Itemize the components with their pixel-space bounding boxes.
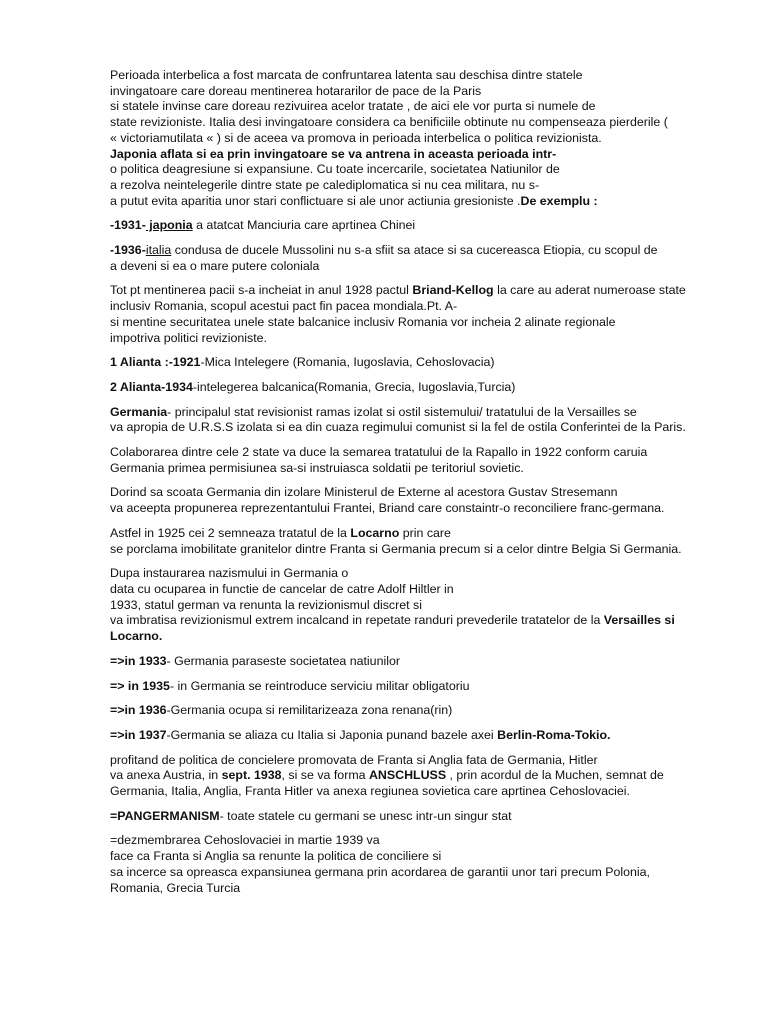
paragraph [110,405,750,436]
text-run: Germania, Italia, Anglia, Franta Hitler va anexa regiunea sovietica care aprtinea Cehoslovaciei. [110,784,630,799]
bold-text-run: =>in 1933 [110,653,167,668]
text-line [110,679,750,695]
paragraph [110,68,750,209]
text-line [110,315,750,331]
text-run: -Mica Intelegere (Romania, Iugoslavia, Cehoslovacia) [200,355,495,370]
text-line [110,881,750,897]
paragraph [110,703,750,719]
paragraph [110,283,750,346]
text-line [110,865,750,881]
paragraph [110,526,750,557]
text-run: a putut evita aparitia unor stari conflictuare si ale unor actiunia gresioniste . [110,193,521,208]
paragraph [110,566,750,645]
text-line [110,809,750,825]
text-line [110,703,750,719]
text-line [110,131,750,147]
text-line [110,218,750,234]
paragraph [110,243,750,274]
text-line [110,768,750,784]
text-line [110,501,750,517]
text-line [110,629,750,645]
text-run: face ca Franta si Anglia sa renunte la politica de conciliere si [110,849,442,864]
text-line [110,784,750,800]
text-line [110,445,750,461]
text-run: Germania primea permisiunea sa-si instruiasca soldatii pe teritoriul sovietic. [110,460,524,475]
bold-text-run: -1931- [110,218,146,233]
bold-text-run: Briand-Kellog [412,283,494,298]
text-run: data cu ocuparea in functie de cancelar de catre Adolf Hiltler in [110,581,454,596]
text-run: invingatoare care doreau mentinerea hotararilor de pace de la Paris [110,83,482,98]
text-line [110,542,750,558]
text-line [110,753,750,769]
text-run: impotriva politici revizioniste. [110,330,268,345]
paragraph [110,728,750,744]
text-line [110,526,750,542]
text-line [110,115,750,131]
text-line [110,299,750,315]
text-run: se porclama imobilitate granitelor dintre Franta si Germania precum si a celor dintre Belgia Si Germania. [110,541,682,556]
text-run: -Germania ocupa si remilitarizeaza zona renana(rin) [166,703,453,718]
text-line [110,243,750,259]
text-line [110,654,750,670]
text-line [110,178,750,194]
paragraph [110,753,750,800]
text-line [110,849,750,865]
text-run: si mentine securitatea unele state balcanice inclusiv Romania vor incheia 2 alinate regionale [110,314,616,329]
text-line [110,259,750,275]
text-run: o politica deagresiune si expansiune. Cu toate incercarile, societatea Natiunilor de [110,162,560,177]
text-line [110,461,750,477]
text-run: va apropia de U.R.S.S izolata si ea din cuaza regimului comunist si la fel de ostila Conferintei de la Paris. [110,420,686,435]
text-line [110,613,750,629]
text-run: si statele invinse care doreau rezivuirea acelor tratate , de aici ele vor purta si numele de [110,99,596,114]
text-line [110,84,750,100]
text-run: =dezmembrarea Cehoslovaciei in martie 1939 va [110,833,380,848]
text-line [110,355,750,371]
text-run: Romania, Grecia Turcia [110,880,241,895]
text-run: italia [145,243,172,258]
text-run: inclusiv Romania, scopul acestui pact fin pacea mondiala.Pt. A- [110,299,458,314]
text-line [110,162,750,178]
paragraph [110,380,750,396]
text-run: - principalul stat revisionist ramas izolat si ostil sistemului/ tratatului de la Versailles se [167,404,637,419]
bold-text-run: Versailles si [603,613,675,628]
text-run: 1933, statul german va renunta la revizionismul discret si [110,597,422,612]
bold-text-run: sept. 1938 [221,768,282,783]
paragraph [110,654,750,670]
paragraph [110,355,750,371]
text-line [110,833,750,849]
text-run: Perioada interbelica a fost marcata de confruntarea latenta sau deschisa dintre statele [110,68,583,82]
text-line [110,405,750,421]
paragraph [110,809,750,825]
text-run: Tot pt mentinerea pacii s-a incheiat in anul 1928 pactul [110,283,413,298]
bold-text-run: De exemplu : [520,193,598,208]
text-line [110,331,750,347]
text-run: -intelegerea balcanica(Romania, Grecia, Iugoslavia,Turcia) [192,379,516,394]
text-run: Dupa instaurarea nazismului in Germania o [110,566,349,581]
text-run: prin care [399,525,451,540]
text-run: a rezolva neintelegerile dintre state pe calediplomatica si nu cea militara, nu s- [110,177,540,192]
paragraph [110,833,750,896]
paragraph [110,485,750,516]
text-line [110,566,750,582]
bold-text-run: =>in 1937 [110,727,167,742]
document-body [110,68,750,905]
text-run: -Germania se aliaza cu Italia si Japonia punand bazele axei [166,727,498,742]
bold-text-run: ANSCHLUSS [368,768,447,783]
text-line [110,485,750,501]
text-run: - Germania paraseste societatea natiunilor [166,653,400,668]
text-run: va aceepta propunerea reprezentantului Frantei, Briand care constaintr-o reconciliere franc-germana. [110,501,665,516]
text-line [110,598,750,614]
paragraph [110,445,750,476]
text-run: a deveni si ea o mare putere coloniala [110,258,320,273]
bold-text-run: Japonia aflata si ea prin invingatoare se va antrena in aceasta perioada intr- [110,146,557,161]
text-run: condusa de ducele Mussolini nu s-a sfiit sa atace si sa cucereasca Etiopia, cu scopul de [171,243,658,258]
bold-text-run: => in 1935 [110,678,170,693]
bold-text-run: -1936- [110,243,146,258]
text-line [110,68,750,84]
text-run: va imbratisa revizionismul extrem incalcand in repetate randuri prevederile tratatelor de la [110,613,604,628]
bold-text-run: 2 Alianta-1934 [110,379,193,394]
text-line [110,420,750,436]
text-run: , prin acordul de la Muchen, semnat de [446,768,664,783]
text-line [110,380,750,396]
bold-text-run: 1 Alianta :-1921 [110,355,201,370]
text-line [110,194,750,210]
bold-text-run: Berlin-Roma-Tokio. [497,727,611,742]
bold-text-run: Germania [110,404,168,419]
text-run: a atatcat Manciuria care aprtinea Chinei [192,218,416,233]
text-run: profitand de politica de concielere promovata de Franta si Anglia fata de Germania, Hitler [110,752,598,767]
bold-text-run: =>in 1936 [110,703,167,718]
text-run: Astfel in 1925 cei 2 semneaza tratatul de la [110,525,351,540]
text-run: - toate statele cu germani se unesc intr-un singur stat [219,808,512,823]
text-run: - in Germania se reintroduce serviciu militar obligatoriu [169,678,470,693]
bold-text-run: Locarno. [110,629,163,644]
text-run: Dorind sa scoata Germania din izolare Ministerul de Externe al acestora Gustav Stresemann [110,485,618,500]
paragraph [110,679,750,695]
text-run: la care au aderat numeroase state [493,283,686,298]
text-line [110,283,750,299]
paragraph [110,218,750,234]
bold-text-run: japonia [145,218,193,233]
text-run: state revizioniste. Italia desi invingatoare considera ca benificiile obtinute nu compenseaza pierderile ( [110,115,668,130]
text-line [110,147,750,163]
text-run: , si se va forma [281,768,369,783]
text-run: « victoriamutilata « ) si de aceea va promova in perioada interbelica o politica revizionista. [110,130,602,145]
bold-text-run: =PANGERMANISM [110,808,220,823]
text-line [110,582,750,598]
text-run: Colaborarea dintre cele 2 state va duce la semarea tratatului de la Rapallo in 1922 conform caruia [110,445,648,460]
text-line [110,99,750,115]
text-line [110,728,750,744]
text-run: sa incerce sa opreasca expansiunea germana prin acordarea de garantii unor tari precum Polonia, [110,864,650,879]
bold-text-run: Locarno [350,525,400,540]
text-run: va anexa Austria, in [110,768,222,783]
